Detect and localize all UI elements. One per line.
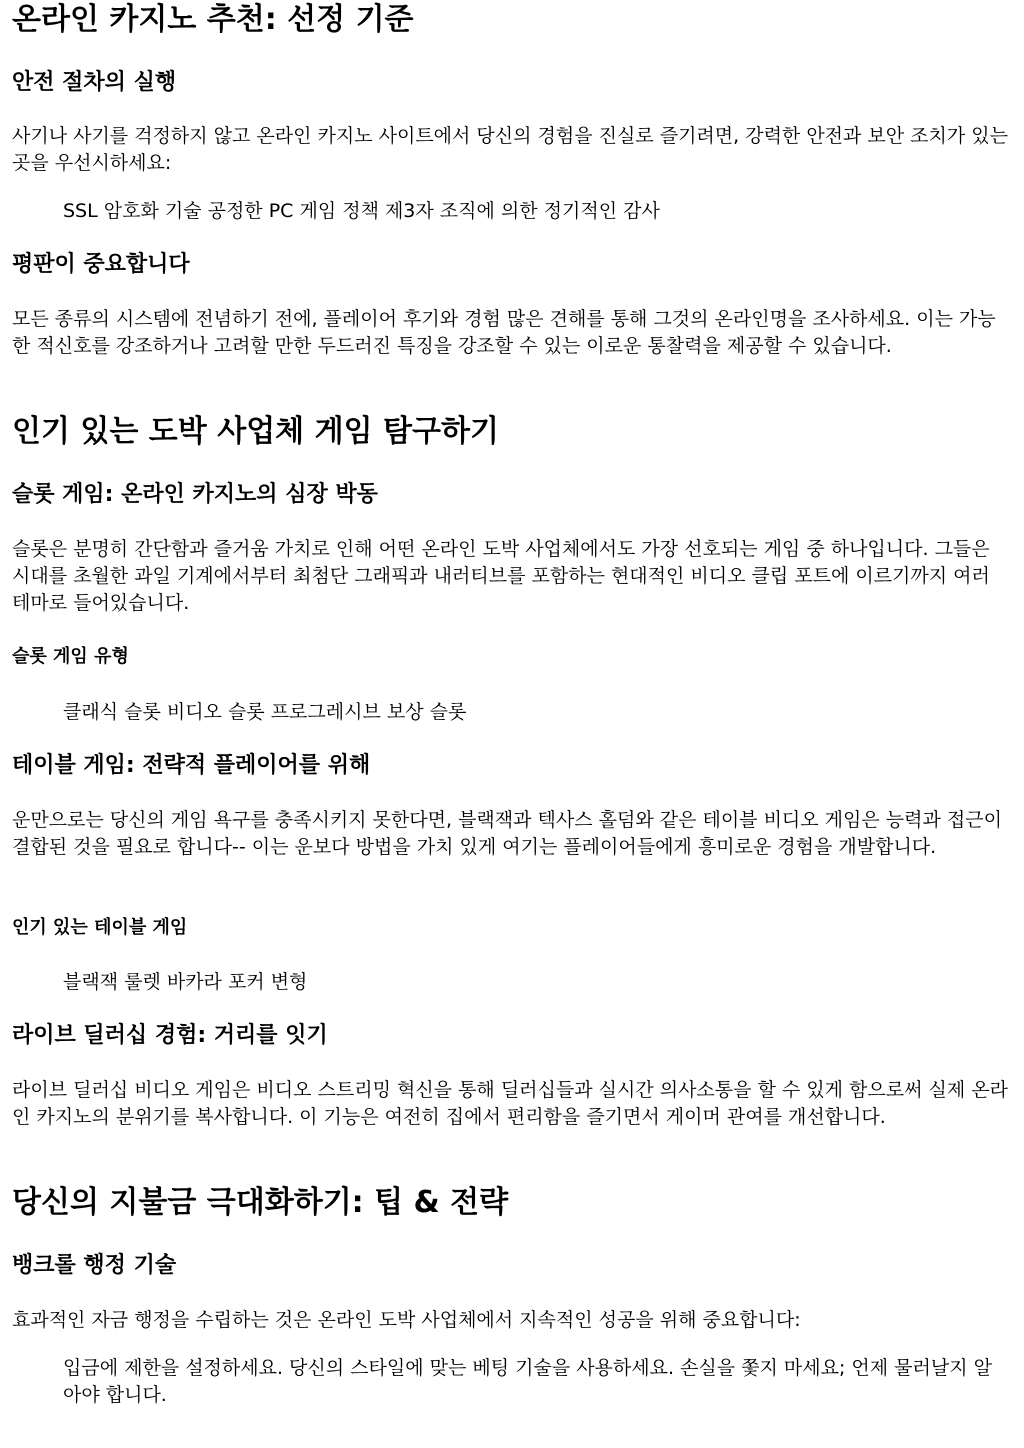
paragraph-reputation: 모든 종류의 시스템에 전념하기 전에, 플레이어 후기와 경험 많은 견해를 통해 그것의 온라인명을 조사하세요. 이는 가능한 적신호를 강조하거나 고려할 만한 두드러진 특징을 강조할 수 있는 이로운 통찰력을 제공할 수 있습니다. — [12, 308, 996, 357]
heading-slot-games: 슬롯 게임: 온라인 카지노의 심장 박동 — [12, 482, 378, 507]
paragraph-table-games: 운만으로는 당신의 게임 욕구를 충족시키지 못한다면, 블랙잭과 텍사스 홀덤와 같은 테이블 비디오 게임은 능력과 접근이 결합된 것을 필요로 합니다-- 이는 운보다 방법을 가치 있게 여기는 플레이어들에게 흥미로운 경험을 개발합니다. — [12, 809, 1002, 858]
list-slot-game-types: 클래식 슬롯 비디오 슬롯 프로그레시브 보상 슬롯 — [63, 701, 467, 723]
list-bankroll-tips: 입금에 제한을 설정하세요. 당신의 스타일에 맞는 베팅 기술을 사용하세요. 손실을 쫓지 마세요; 언제 물러날지 알아야 합니다. — [63, 1357, 992, 1406]
paragraph-live-dealer: 라이브 딜러십 비디오 게임은 비디오 스트리밍 혁신을 통해 딜러십들과 실시간 의사소통을 할 수 있게 함으로써 실제 온라인 카지노의 분위기를 복사합니다. 이 기능은 여전히 집에서 편리함을 즐기면서 게이머 관여를 개선합니다. — [12, 1079, 1008, 1128]
paragraph-safety: 사기나 사기를 걱정하지 않고 온라인 카지노 사이트에서 당신의 경험을 진실로 즐기려면, 강력한 안전과 보안 조치가 있는 곳을 우선시하세요: — [12, 125, 1008, 174]
section-title-popular-games: 인기 있는 도박 사업체 게임 탐구하기 — [12, 414, 499, 449]
section-title-recommendation: 온라인 카지노 추천: 선정 기준 — [12, 2, 414, 37]
heading-live-dealer: 라이브 딜러십 경험: 거리를 잇기 — [12, 1023, 328, 1048]
heading-reputation: 평판이 중요합니다 — [12, 252, 190, 277]
heading-slot-game-types: 슬롯 게임 유형 — [12, 646, 129, 667]
heading-table-games: 테이블 게임: 전략적 플레이어를 위해 — [12, 753, 371, 778]
list-popular-table-games: 블랙잭 룰렛 바카라 포커 변형 — [63, 971, 308, 993]
heading-safety-procedures: 안전 절차의 실행 — [12, 70, 177, 95]
heading-bankroll: 뱅크롤 행정 기술 — [12, 1253, 177, 1278]
list-safety-measures: SSL 암호화 기술 공정한 PC 게임 정책 제3자 조직에 의한 정기적인 감사 — [63, 200, 660, 222]
paragraph-slot-games: 슬롯은 분명히 간단함과 즐거움 가치로 인해 어떤 온라인 도박 사업체에서도 가장 선호되는 게임 중 하나입니다. 그들은 시대를 초월한 과일 기계에서부터 최첨단 그래픽과 내러티브를 포함하는 현대적인 비디오 클립 포트에 이르기까지 여러 테마로 들어있습니다. — [12, 538, 990, 614]
heading-popular-table-games: 인기 있는 테이블 게임 — [12, 917, 188, 938]
paragraph-bankroll: 효과적인 자금 행정을 수립하는 것은 온라인 도박 사업체에서 지속적인 성공을 위해 중요합니다: — [12, 1309, 801, 1331]
section-title-payout-tips: 당신의 지불금 극대화하기: 팁 & 전략 — [12, 1185, 509, 1220]
